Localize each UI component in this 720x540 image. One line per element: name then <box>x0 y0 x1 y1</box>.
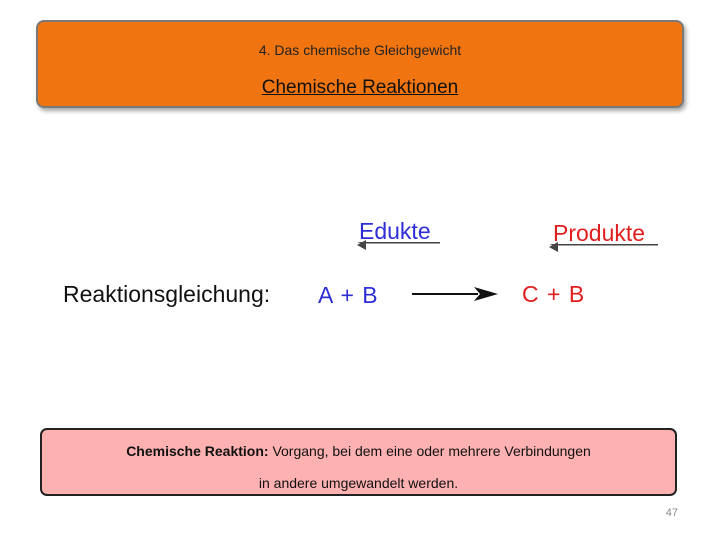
equation-label: Reaktionsgleichung: <box>63 281 271 307</box>
definition-text: Vorgang, bei dem eine oder mehrere Verbindungen <box>268 443 591 459</box>
produkte-label: Produkte <box>553 220 646 246</box>
page-number: 47 <box>665 507 678 519</box>
definition-line-1 <box>42 443 675 459</box>
definition-box <box>40 428 677 496</box>
chapter-subtitle: 4. Das chemische Gleichgewicht <box>258 42 462 58</box>
reactants-text: A + B <box>318 282 379 308</box>
definition-line-2: in andere umgewandelt werden. <box>258 475 459 491</box>
definition-term: Chemische Reaktion: <box>126 443 269 459</box>
slide-title: Chemische Reaktionen <box>261 77 459 98</box>
reaction-arrow-icon <box>412 287 498 301</box>
products-text: C + B <box>522 281 586 307</box>
edukte-label: Edukte <box>359 218 431 244</box>
